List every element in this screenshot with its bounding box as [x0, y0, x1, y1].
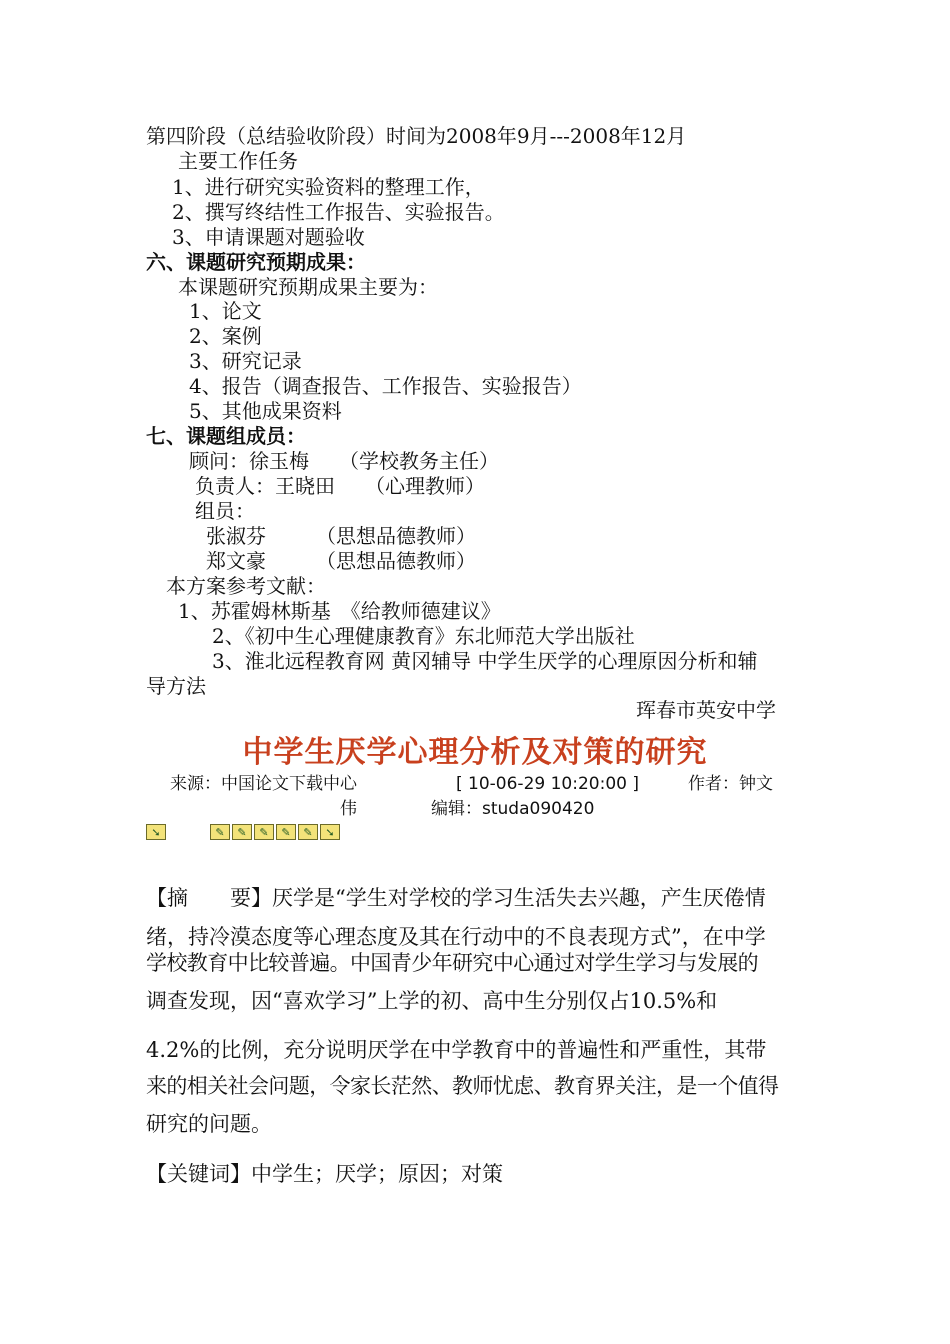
- abstract-line: 4.2%的比例，充分说明厌学在中学教育中的普遍性和严重性，其带: [146, 1038, 767, 1062]
- member-advisor: 顾问：徐玉梅 （学校教务主任）: [189, 449, 499, 473]
- abstract-line: 绪，持冷漠态度等心理态度及其在行动中的不良表现方式”，在中学: [146, 925, 766, 949]
- outcome-item: 2、案例: [189, 324, 262, 348]
- school-name: 珲春市英安中学: [636, 698, 776, 722]
- rating-icon[interactable]: ✎: [276, 824, 296, 840]
- print-toolbar[interactable]: [146, 824, 166, 842]
- section6-heading: 六、课题研究预期成果：: [146, 250, 366, 274]
- refs-heading: 本方案参考文献：: [166, 574, 326, 598]
- rating-icon[interactable]: ✎: [210, 824, 230, 840]
- keywords: 【关键词】中学生；厌学；原因；对策: [146, 1162, 503, 1186]
- rating-icon[interactable]: ✎: [232, 824, 252, 840]
- ref-item: 1、苏霍姆林斯基 《给教师德建议》: [178, 599, 501, 623]
- rating-icon[interactable]: ✎: [254, 824, 274, 840]
- abstract-line: 调查发现，因“喜欢学习”上学的初、高中生分别仅占10.5%和: [146, 989, 718, 1013]
- article-author-cont: 伟: [340, 799, 357, 819]
- article-editor: 编辑：studa090420: [431, 799, 595, 819]
- abstract-line: 研究的问题。: [146, 1112, 272, 1136]
- rating-toolbar[interactable]: [210, 824, 340, 842]
- outcome-item: 4、报告（调查报告、工作报告、实验报告）: [189, 374, 582, 398]
- stage4-line: 第四阶段（总结验收阶段）时间为2008年9月---2008年12月: [146, 124, 687, 148]
- task-item: 1、进行研究实验资料的整理工作，: [172, 175, 485, 199]
- section6-intro: 本课题研究预期成果主要为：: [178, 275, 438, 299]
- rating-icon[interactable]: ✎: [298, 824, 318, 840]
- print-icon[interactable]: ➘: [146, 824, 166, 840]
- outcome-item: 5、其他成果资料: [189, 399, 342, 423]
- task-item: 3、申请课题对题验收: [172, 225, 365, 249]
- section7-heading: 七、课题组成员：: [146, 424, 306, 448]
- abstract-line: 学校教育中比较普遍。中国青少年研究中心通过对学生学习与发展的: [146, 951, 758, 975]
- article-datetime: [ 10-06-29 10:20:00 ]: [456, 774, 639, 794]
- member-group-label: 组员：: [195, 499, 255, 523]
- ref-item: 2、《初中生心理健康教育》东北师范大学出版社: [212, 624, 635, 648]
- member-item: 郑文豪 （思想品德教师）: [206, 549, 476, 573]
- ref-item-continued: 导方法: [146, 674, 206, 698]
- outcome-item: 1、论文: [189, 299, 262, 323]
- rating-icon[interactable]: ➘: [320, 824, 340, 840]
- article-title: 中学生厌学心理分析及对策的研究: [242, 735, 708, 770]
- task-item: 2、撰写终结性工作报告、实验报告。: [172, 200, 505, 224]
- member-item: 张淑芬 （思想品德教师）: [206, 524, 476, 548]
- article-source: 来源：中国论文下载中心: [170, 774, 357, 794]
- abstract-line: 【摘 要】厌学是“学生对学校的学习生活失去兴趣，产生厌倦情: [146, 886, 766, 910]
- tasks-heading: 主要工作任务: [178, 149, 298, 173]
- outcome-item: 3、研究记录: [189, 349, 302, 373]
- abstract-line: 来的相关社会问题，令家长茫然、教师忧虑、教育界关注，是一个值得: [146, 1074, 779, 1098]
- ref-item: 3、淮北远程教育网 黄冈辅导 中学生厌学的心理原因分析和辅: [212, 649, 758, 673]
- article-author: 作者：钟文: [688, 774, 773, 794]
- member-leader: 负责人：王晓田 （心理教师）: [195, 474, 485, 498]
